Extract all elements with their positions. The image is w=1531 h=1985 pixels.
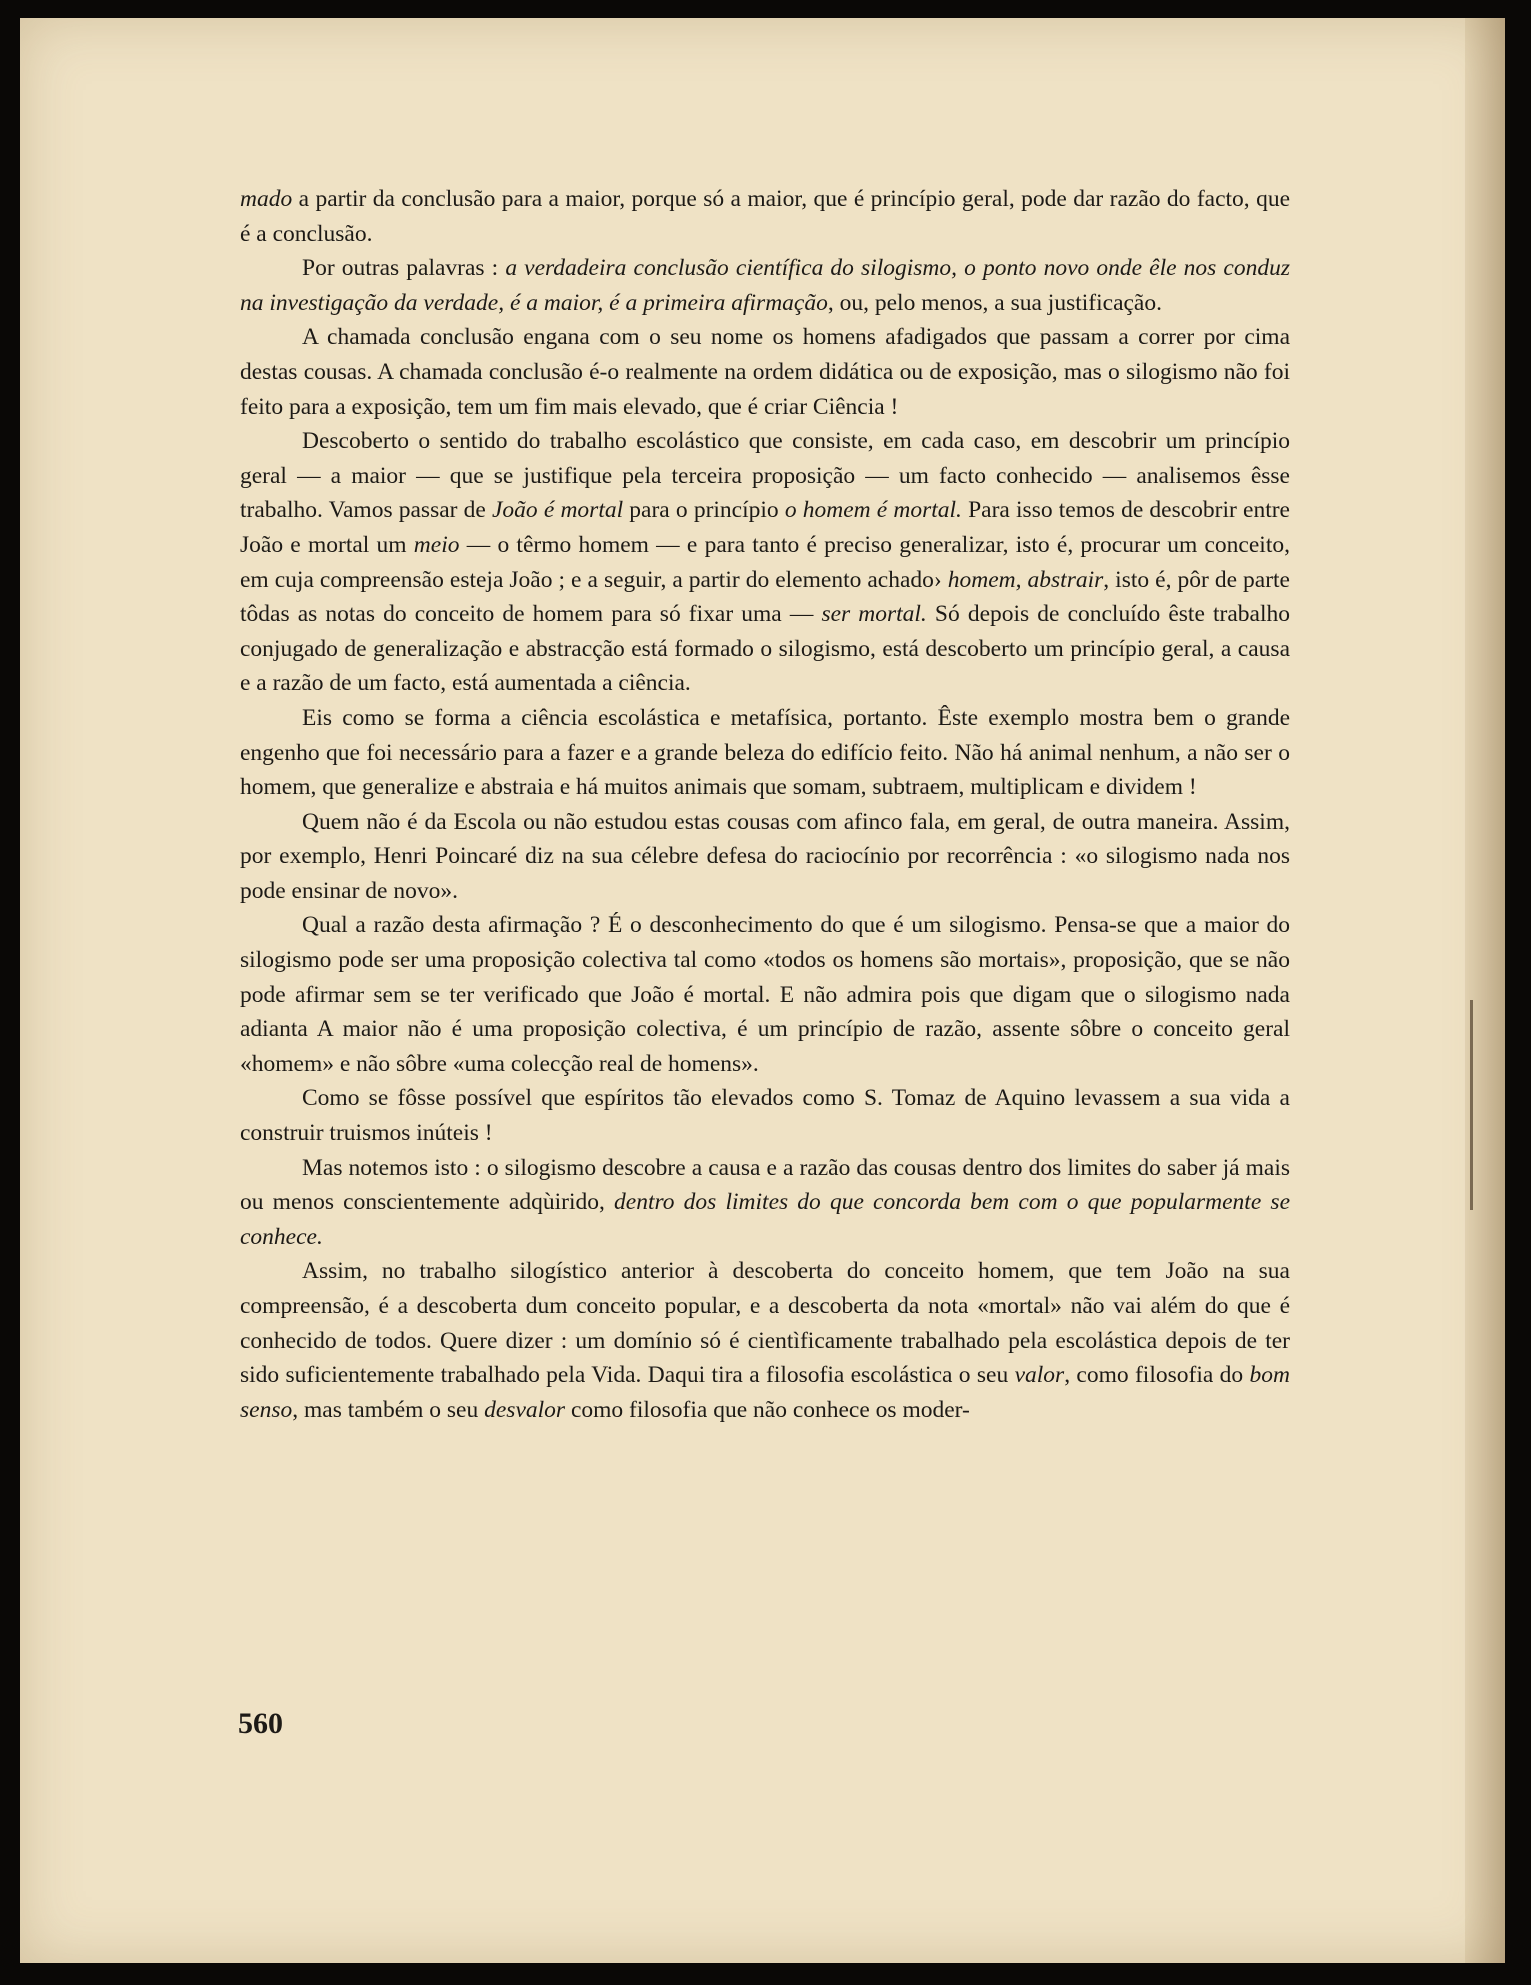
- paragraph: [240, 701, 1290, 805]
- text-run: Para isso temos de descobrir entre João e mortal um: [240, 497, 1290, 558]
- italic-text: João é mortal: [492, 497, 624, 524]
- text-run: Descoberto o sentido do trabalho escolástico que consiste, em cada caso, em descobrir um princípio geral — a maior — que se justifique pela terceira proposição — um facto conhecido — analisemos êsse trabalho. Vamos passar de: [240, 428, 1290, 524]
- text-run: Eis como se forma a ciência escolástica e metafísica, portanto. Êste exemplo mostra bem o grande engenho que foi necessário para a fazer e a grande beleza do edifício feito. Não há animal nenhum, a não ser o homem, que generalize e abstraia e há muitos animais que somam, subtraem, multiplicam e dividem !: [240, 704, 1290, 801]
- italic-text: valor: [1014, 1362, 1065, 1389]
- text-run: Qual a razão desta afirmação ? É o desconhecimento do que é um silogismo. Pensa-se que a maior do silogismo pode ser uma proposição colectiva tal como «todos os homens são mortais», proposição, que se não pode afirmar sem se ter verificado que João é mortal. E não admira pois que digam que o silogismo nada adianta A maior não é uma proposição colectiva, é um princípio de razão, assente sôbre o conceito geral «homem» e não sôbre «uma colecção real de homens».: [240, 912, 1290, 1077]
- paragraph: [240, 182, 1290, 251]
- italic-text: bom senso: [240, 1362, 1290, 1423]
- page-number: 560: [238, 1707, 283, 1740]
- text-run: Mas notemos isto : o silogismo descobre a causa e a razão das cousas dentro dos limites do saber já mais ou menos conscientemente adqùirido,: [240, 1154, 1290, 1216]
- italic-text: dentro dos limites do que concorda bem com o que popularmente se conhece.: [240, 1189, 1290, 1250]
- text-run: Assim, no trabalho silogístico anterior à descoberta do conceito homem, que tem João na sua compreensão, é a descoberta dum conceito popular, e a descoberta da nota «mortal» não vai além do que é conhecido de todos. Quere dizer : um domínio só é cientìficamente trabalhado pela escolástica depois de ter sido suficientemente trabalhado pela Vida. Daqui tira a filosofia escolástica o seu: [240, 1258, 1290, 1389]
- binding-mark: [1470, 1000, 1473, 1210]
- text-run: para o princípio: [623, 497, 785, 524]
- italic-text: a verdadeira conclusão científica do silogismo, o ponto novo onde êle nos conduz na investigação da verdade, é a maior, é a primeira afirmação: [240, 255, 1290, 316]
- paragraph: [240, 805, 1290, 909]
- paragraph: [240, 908, 1290, 1081]
- text-run: Só depois de concluído êste trabalho conjugado de generalização e abstracção está formado o silogismo, está descoberto um princípio geral, a causa e a razão de um facto, está aumentada a ciência.: [240, 601, 1290, 697]
- text-run: Por outras palavras :: [302, 255, 506, 282]
- italic-text: ser mortal.: [821, 601, 927, 628]
- text-run: , ou, pelo menos, a sua justificação.: [827, 289, 1162, 316]
- paragraph: [240, 424, 1290, 701]
- italic-text: mado: [240, 186, 293, 212]
- text-run: , como filosofia do: [1064, 1362, 1250, 1389]
- text-run: como filosofia que não conhece os moder-: [565, 1396, 970, 1423]
- italic-text: o homem é mortal.: [784, 497, 962, 524]
- text-run: , mas também o seu: [292, 1396, 485, 1423]
- paragraph: [240, 1254, 1290, 1427]
- text-run: A chamada conclusão engana com o seu nome os homens afadigados que passam a correr por cima destas cousas. A chamada conclusão é-o realmente na ordem didática ou de exposição, mas o silogismo não foi feito para a exposição, tem um fim mais elevado, que é criar Ciência !: [240, 324, 1290, 420]
- italic-text: desvalor: [484, 1396, 566, 1423]
- paragraph: [240, 320, 1290, 424]
- italic-text: meio: [413, 531, 460, 558]
- page-edge-shadow: [1465, 18, 1505, 1963]
- text-run: Quem não é da Escola ou não estudou estas cousas com afinco fala, em geral, de outra maneira. Assim, por exemplo, Henri Poincaré diz na sua célebre defesa do raciocínio por recorrência : «o silogismo nada nos pode ensinar de novo».: [240, 808, 1290, 904]
- text-run: , isto é, pôr de parte tôdas as notas do conceito de homem para só fixar uma —: [240, 566, 1290, 628]
- paragraph: [240, 1081, 1290, 1150]
- paragraph: [240, 1151, 1290, 1255]
- paragraph: [240, 251, 1290, 320]
- text-run: — o têrmo homem — e para tanto é preciso generalizar, isto é, procurar um conceito, em cuja compreensão esteja João ; e a seguir, a partir do elemento achado›: [240, 531, 1290, 593]
- italic-text: homem, abstrair: [947, 566, 1104, 593]
- body-text: [240, 182, 1290, 1427]
- text-run: a partir da conclusão para a maior, porque só a maior, que é princípio geral, pode dar razão do facto, que é a conclusão.: [240, 186, 1290, 247]
- text-run: Como se fôsse possível que espíritos tão elevados como S. Tomaz de Aquino levassem a sua vida a construir truismos inúteis !: [240, 1085, 1290, 1147]
